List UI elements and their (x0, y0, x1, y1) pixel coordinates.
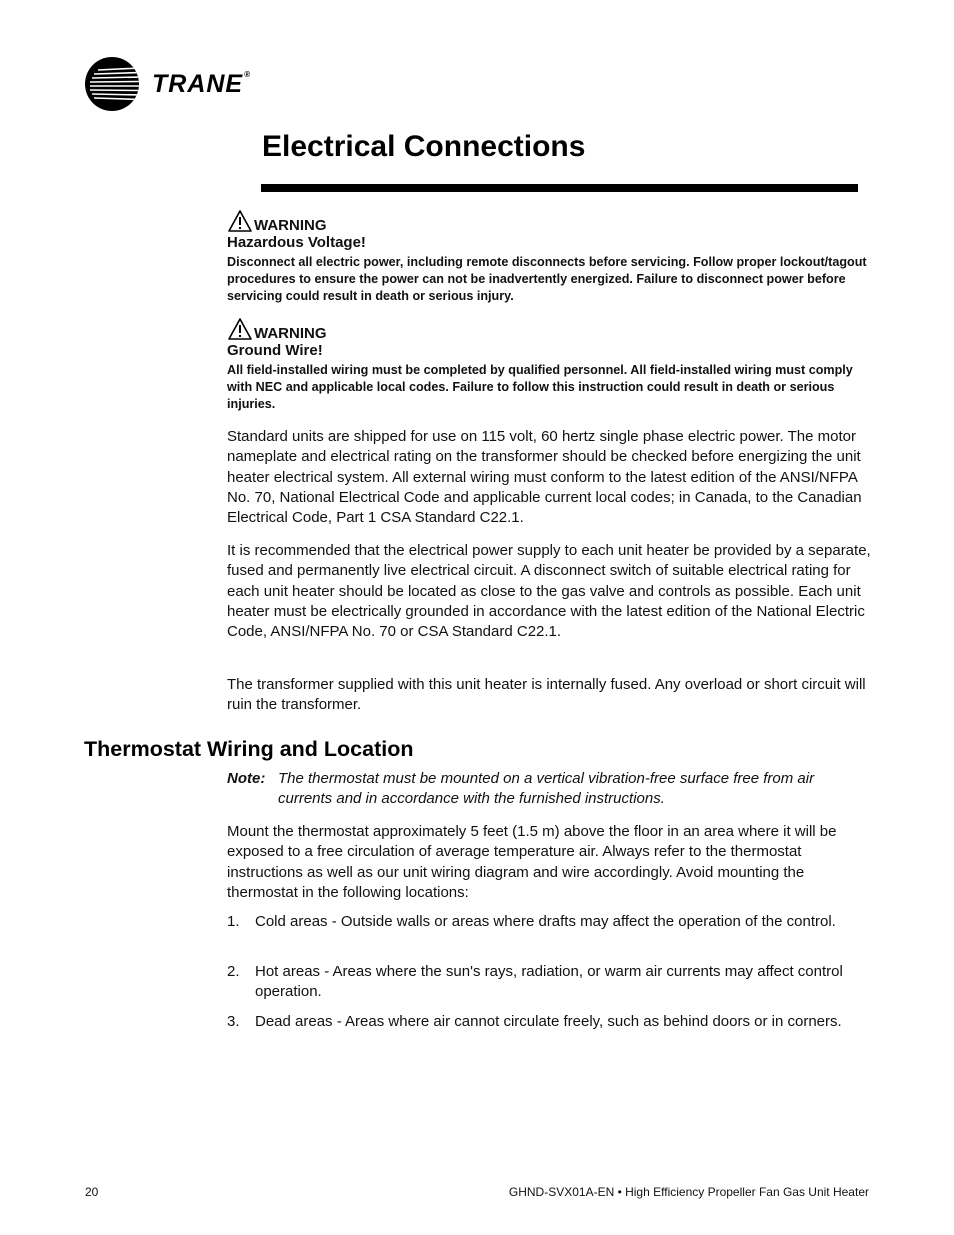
note-label: Note: (227, 770, 266, 787)
section-heading: Thermostat Wiring and Location (84, 737, 414, 761)
note (227, 769, 872, 810)
list-number: 3. (227, 1013, 240, 1030)
trane-logo-mark-icon (84, 56, 140, 112)
page-number: 20 (85, 1185, 99, 1199)
paragraph-transformer: The transformer supplied with this unit heater is internally fused. Any overload or short circuit will ruin the transformer. (227, 676, 866, 714)
note-text: The thermostat must be mounted on a vertical vibration-free surface free from air currents and in accordance with the furnished instructions. (278, 770, 815, 808)
warning-subtitle: Ground Wire! (227, 342, 323, 359)
title-rule (261, 184, 858, 192)
warning-hazardous-voltage (227, 209, 869, 305)
trane-logo (84, 56, 251, 112)
warning-label: WARNING (254, 325, 327, 342)
footer-doc-info: GHND-SVX01A-EN • High Efficiency Propeller Fan Gas Unit Heater (508, 1185, 869, 1199)
warning-triangle-icon (227, 317, 253, 341)
warning-label: WARNING (254, 217, 327, 234)
warning-ground-wire (227, 317, 869, 413)
list-number: 1. (227, 913, 240, 930)
warning-triangle-icon (227, 209, 253, 233)
paragraph-power-supply: It is recommended that the electrical power supply to each unit heater be provided by a separate, fused and permanently live electrical circuit. A disconnect switch of suitable electrical rating for each unit heater should be located as close to the gas valve and controls as possible. Each unit heater must be electrically grounded in accordance with the latest edition of the National Electric Code, ANSI/NFPA No. 70 or CSA Standard C22.1. (227, 542, 871, 641)
list-text: Hot areas - Areas where the sun's rays, radiation, or warm air currents may affect control operation. (255, 963, 843, 1001)
paragraph-power-requirements: Standard units are shipped for use on 115 volt, 60 hertz single phase electric power. The motor nameplate and electrical rating on the transformer should be checked before energizing the unit heater electrical system. All external wiring must conform to the latest edition of the ANSI/NFPA No. 70, National Electrical Code and applicable current local codes; in Canada, to the Canadian Electrical Code, Part 1 CSA Standard C22.1. (227, 428, 862, 527)
page-title: Electrical Connections (262, 130, 586, 163)
list-item (227, 912, 867, 932)
warning-subtitle: Hazardous Voltage! (227, 234, 366, 251)
list-text: Dead areas - Areas where air cannot circulate freely, such as behind doors or in corners. (255, 1013, 842, 1030)
list-item (227, 962, 867, 1003)
list-item (227, 1012, 867, 1032)
list-number: 2. (227, 963, 240, 980)
warning-text: Disconnect all electric power, including remote disconnects before servicing. Follow proper lockout/tagout procedures to ensure the power can not be inadvertently energized. Failure to disconnect power before servicing could result in death or serious injury. (227, 255, 867, 303)
brand-name: TRANE® (152, 69, 252, 98)
list-text: Cold areas - Outside walls or areas where drafts may affect the operation of the control. (255, 913, 836, 930)
warning-text: All field-installed wiring must be completed by qualified personnel. All field-installed wiring must comply with NEC and applicable local codes. Failure to follow this instruction could result in death or serious injuries. (227, 363, 853, 411)
paragraph-thermostat-mounting: Mount the thermostat approximately 5 feet (1.5 m) above the floor in an area where it will be exposed to a free circulation of average temperature air. Always refer to the thermostat instructions as well as our unit wiring diagram and wire accordingly. Avoid mounting the thermostat in the following locations: (227, 823, 837, 901)
